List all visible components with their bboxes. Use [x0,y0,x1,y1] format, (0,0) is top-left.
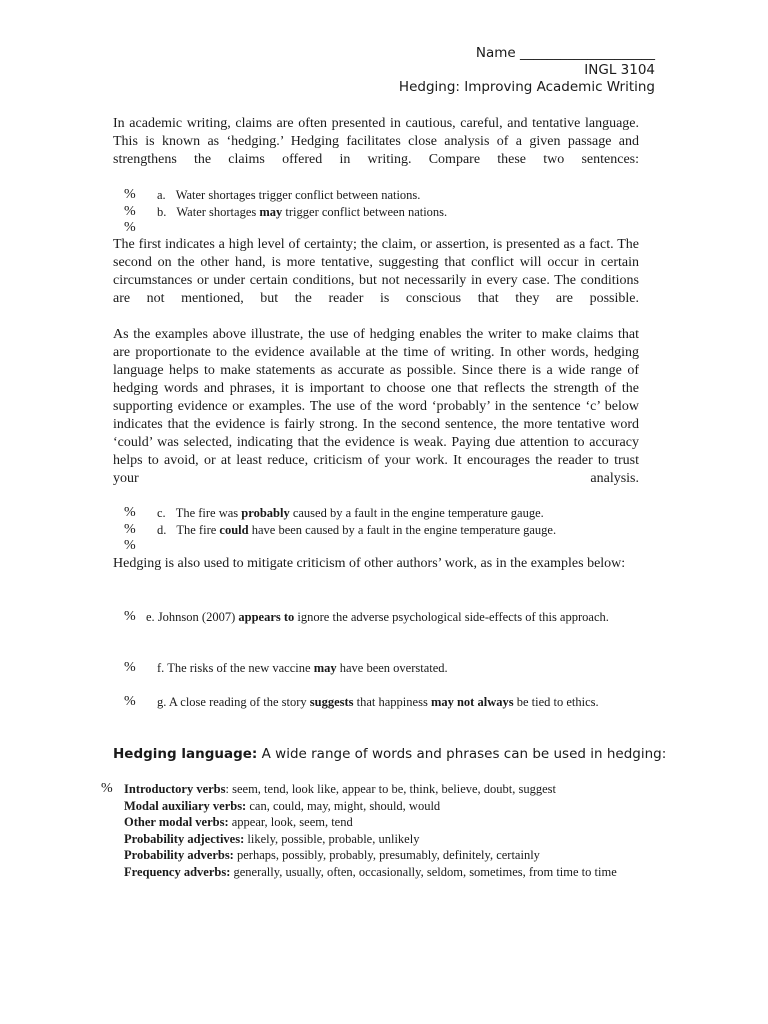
course-code: INGL 3104 [584,62,655,78]
hedge-word: suggests [309,695,354,709]
category-items: appear, look, seem, tend [228,815,353,829]
bullet-marker: % [124,609,136,624]
example-text: The risks of the new vaccine [167,661,314,675]
list-item [124,847,634,864]
list-item [124,781,634,798]
list-item [124,831,634,848]
example-f [157,660,448,676]
example-text: caused by a fault in the engine temperature gauge. [289,506,544,520]
name-line: Name ____________________ [475,45,655,61]
category-term: Probability adjectives: [124,831,245,846]
example-label: b. [157,205,167,219]
intro-paragraph: In academic writing, claims are often presented in cautious, careful, and tentative language. This is known as ‘hedging.’ Hedging facilitates close analysis of a given passage and strengthens the claims offered in writing. Compare these two sentences: [113,116,639,167]
category-items: generally, usually, often, occasionally, seldom, sometimes, from time to time [230,864,617,879]
example-text: Water shortages trigger conflict between nations. [175,188,421,202]
bullet-marker: % [124,522,136,537]
separator: : [225,782,229,796]
hedging-word-list [124,781,634,880]
example-d [157,522,556,538]
example-a [157,187,420,203]
example-text: A close reading of the story [168,695,310,709]
category-term: Other modal verbs: [124,815,229,829]
example-c [157,505,544,521]
example-text: The fire was [175,506,242,520]
category-term: Probability adverbs: [124,848,234,862]
bullet-marker: % [124,538,136,553]
criticism-paragraph: Hedging is also used to mitigate criticism of other authors’ work, as in the examples below: [113,556,626,571]
category-items: perhaps, possibly, probably, presumably, definitely, certainly [233,848,540,862]
category-term: Modal auxiliary verbs: [124,798,247,813]
category-items: seem, tend, look like, appear to be, think, believe, doubt, suggest [229,782,557,796]
hedge-word: may not always [430,695,514,709]
example-text: Water shortages [176,205,260,219]
example-text: Johnson (2007) [157,610,239,624]
example-b [157,204,447,220]
category-items: likely, possible, probable, unlikely [244,831,420,846]
category-term: Introductory verbs [124,782,226,796]
section-heading: Hedging language: [113,746,258,762]
hedge-word: probably [241,506,290,520]
example-text: The fire [176,523,220,537]
example-g [157,694,639,711]
bullet-marker: % [124,220,136,235]
example-e [146,609,639,626]
hedge-word: appears to [238,610,295,624]
bullet-marker: % [124,694,136,709]
hedge-word: may [313,661,337,675]
example-label: e. [146,610,155,624]
list-item [124,814,634,831]
hedging-language-heading [113,745,666,763]
example-text: have been overstated. [336,661,448,675]
example-label: c. [157,506,166,520]
hedge-word: could [219,523,249,537]
example-text: ignore the adverse psychological side-effects of this approach. [294,610,609,624]
bullet-marker: % [124,187,136,202]
hedge-word: may [259,205,283,219]
example-label: d. [157,523,167,537]
list-item [124,864,634,881]
category-items: can, could, may, might, should, would [246,798,441,813]
bullet-marker: % [124,505,136,520]
examples-paragraph: As the examples above illustrate, the use of hedging enables the writer to make claims that are proportionate to the evidence available at the time of writing. In other words, hedging language helps to make statements as accurate as possible. Since there is a wide range of hedging words and phrases, it is important to choose one that reflects the strength of the supporting evidence or examples. The use of the word ‘probably’ in the sentence ‘c’ below indicates that the evidence is fairly strong. In the second sentence, the more tentative word ‘could’ was selected, indicating that the evidence is weak. Paying due attention to accuracy helps to avoid, or at least reduce, criticism of your work. It encourages the reader to trust your analysis. [113,327,639,486]
list-item [124,798,634,815]
category-term: Frequency adverbs: [124,864,231,879]
example-label: a. [157,188,166,202]
example-label: f. [157,661,165,675]
example-text: be tied to ethics. [513,695,599,709]
bullet-marker: % [124,204,136,219]
page-title: Hedging: Improving Academic Writing [398,79,655,95]
bullet-marker: % [101,781,113,796]
section-intro: A wide range of words and phrases can be used in hedging: [257,746,667,762]
example-text: that happiness [353,695,431,709]
certainty-paragraph: The first indicates a high level of certainty; the claim, or assertion, is presented as a fact. The second on the other hand, is more tentative, suggesting that conflict will occur in certain circumstances or under certain conditions, but not necessarily in every case. The conditions are not mentioned, but the reader is conscious that they are possible. [113,237,639,306]
example-label: g. [157,695,167,709]
example-text: have been caused by a fault in the engine temperature gauge. [248,523,557,537]
bullet-marker: % [124,660,136,675]
example-text: trigger conflict between nations. [282,205,448,219]
